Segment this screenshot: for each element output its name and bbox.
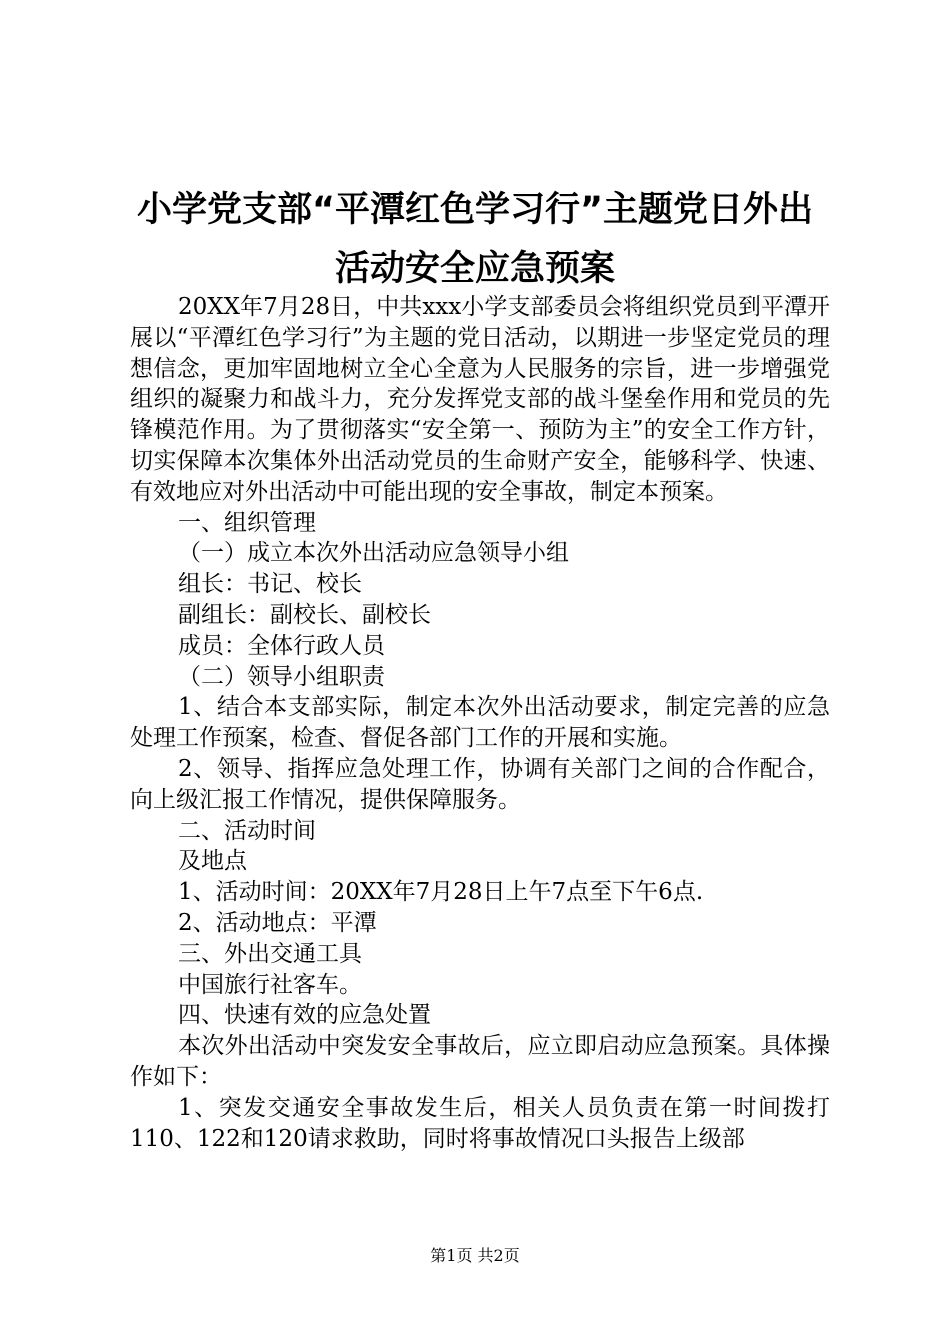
- section-heading-4: 四、快速有效的应急处置: [178, 1002, 431, 1029]
- section-heading-2: 二、活动时间: [178, 817, 316, 844]
- paragraph-duty-1: 1、结合本支部实际，制定本次外出活动要求，制定完善的应急处理工作预案，检查、督促各部门工作的开展和实施。: [130, 694, 830, 752]
- subsection-heading-2: （二）领导小组职责: [178, 663, 385, 690]
- list-item-place: 2、活动地点：平潭: [178, 909, 377, 936]
- document-body: [130, 292, 830, 1154]
- paragraph-intro: 20XX年7月28日，中共xxx小学支部委员会将组织党员到平潭开展以“平潭红色学习行”为主题的党日活动，以期进一步坚定党员的理想信念，更加牢固地树立全心全意为人民服务的宗旨，进一步增强党组织的凝聚力和战斗力，充分发挥党支部的战斗堡垒作用和党员的先锋模范作用。为了贯彻落实“安全第一、预防为主”的安全工作方针，切实保障本次集体外出活动党员的生命财产安全，能够科学、快速、有效地应对外出活动中可能出现的安全事故，制定本预案。: [130, 294, 830, 505]
- list-item-leader: 组长：书记、校长: [178, 571, 362, 598]
- list-item-time: 1、活动时间：20XX年7月28日上午7点至下午6点.: [178, 879, 704, 906]
- document-title-line2: 活动安全应急预案: [334, 249, 615, 289]
- section-heading-2-cont: 及地点: [178, 848, 247, 875]
- document-title-line1: 小学党支部“平潭红色学习行”主题党日外出: [136, 190, 813, 230]
- paragraph-duty-2: 2、领导、指挥应急处理工作，协调有关部门之间的合作配合，向上级汇报工作情况，提供保障服务。: [130, 755, 830, 813]
- section-heading-3: 三、外出交通工具: [178, 940, 362, 967]
- paragraph-transport: 中国旅行社客车。: [178, 971, 362, 998]
- list-item-deputy: 副组长：副校长、副校长: [178, 601, 431, 628]
- subsection-heading-1: （一）成立本次外出活动应急领导小组: [178, 540, 569, 567]
- paragraph-emergency: 本次外出活动中突发安全事故后，应立即启动应急预案。具体操作如下：: [130, 1033, 830, 1090]
- paragraph-traffic-accident: 1、突发交通安全事故发生后，相关人员负责在第一时间拨打110、122和120请求救助，同时将事故情况口头报告上级部: [130, 1094, 830, 1152]
- page-footer: 第1页 共2页: [430, 1246, 520, 1265]
- list-item-members: 成员：全体行政人员: [178, 632, 385, 659]
- section-heading-1: 一、组织管理: [178, 509, 316, 536]
